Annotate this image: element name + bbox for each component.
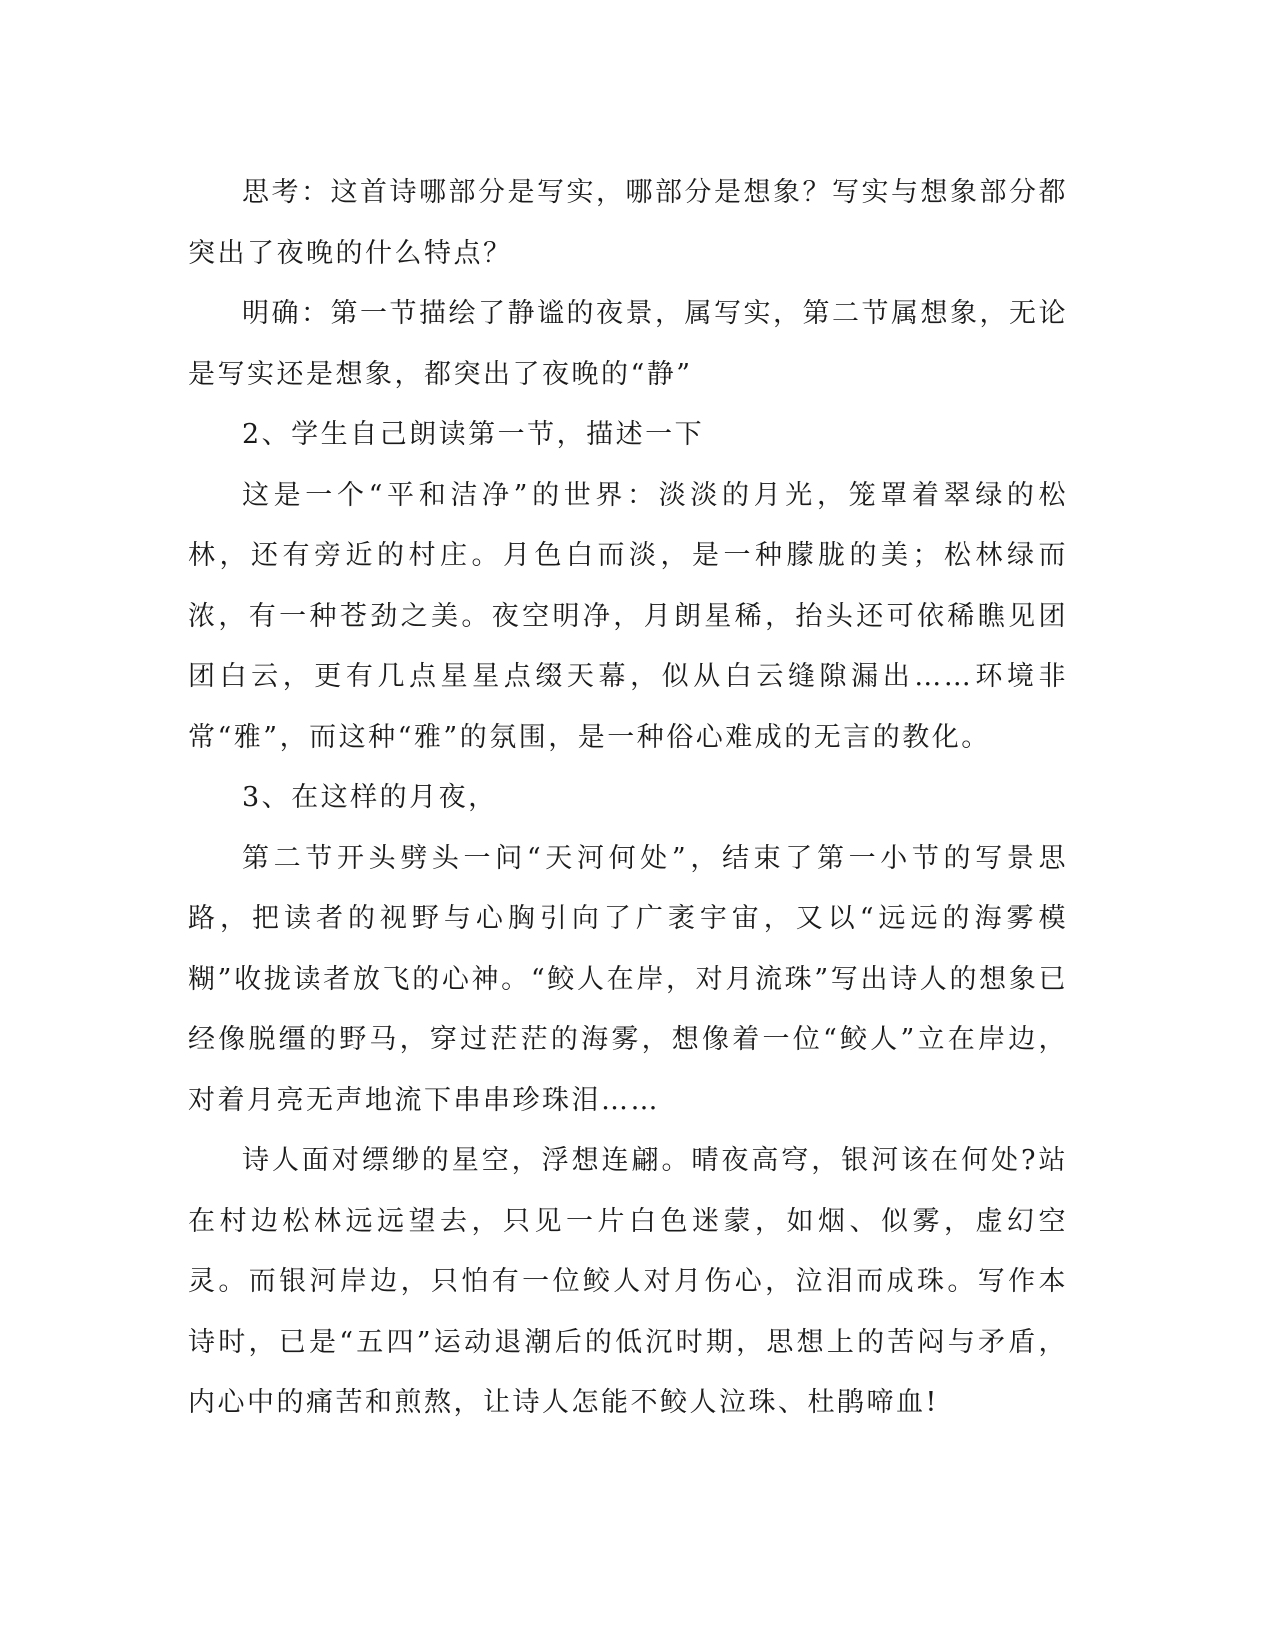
paragraph-question: 思考：这首诗哪部分是写实，哪部分是想象？写实与想象部分都突出了夜晚的什么特点？	[188, 177, 1068, 269]
paragraph-step-2: 2、学生自己朗读第一节，描述一下	[242, 419, 705, 450]
paragraph-poet-context: 诗人面对缥缈的星空，浮想连翩。晴夜高穹，银河该在何处?站在村边松林远远望去，只见一片白色迷蒙，如烟、似雾，虚幻空灵。而银河岸边，只怕有一位鲛人对月伤心，泣泪而成珠。写作本诗时，已是“五四”运动退潮后的低沉时期，思想上的苦闷与矛盾，内心中的痛苦和煎熬，让诗人怎能不鲛人泣珠、杜鹃啼血!	[188, 1145, 1068, 1418]
paragraph-second-section-analysis: 第二节开头劈头一问“天河何处”，结束了第一小节的写景思路，把读者的视野与心胸引向了广袤宇宙，又以“远远的海雾模糊”收拢读者放飞的心神。“鲛人在岸，对月流珠”写出诗人的想象已经像脱缰的野马，穿过茫茫的海雾，想像着一位“鲛人”立在岸边，对着月亮无声地流下串串珍珠泪……	[188, 842, 1068, 1116]
paragraph-answer: 明确：第一节描绘了静谧的夜景，属写实，第二节属想象，无论是写实还是想象，都突出了夜晚的“静”	[188, 298, 1068, 390]
document-body	[188, 163, 1068, 1434]
paragraph-step-3: 3、在这样的月夜，	[242, 782, 498, 813]
paragraph-first-section-description: 这是一个“平和洁净”的世界：淡淡的月光，笼罩着翠绿的松林，还有旁近的村庄。月色白而淡，是一种朦胧的美；松林绿而浓，有一种苍劲之美。夜空明净，月朗星稀，抬头还可依稀瞧见团团白云，更有几点星星点缀天幕，似从白云缝隙漏出……环境非常“雅”，而这种“雅”的氛围，是一种俗心难成的无言的教化。	[188, 479, 1068, 753]
